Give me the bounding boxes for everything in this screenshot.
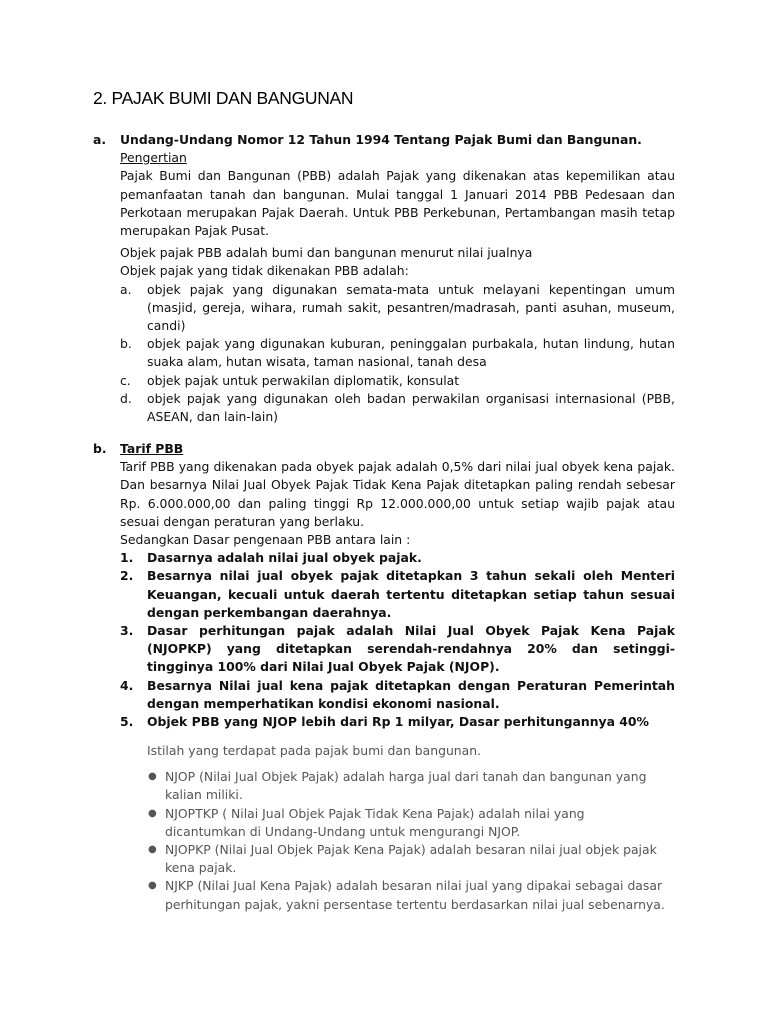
basis-list	[93, 549, 675, 731]
list-marker: a.	[120, 281, 132, 297]
list-marker: b.	[120, 336, 132, 352]
section-a-marker: a.	[93, 132, 107, 147]
list-item-text: Besarnya nilai jual obyek pajak ditetapkan 3 tahun sekali oleh Menteri Keuangan, kecuali untuk daerah tertentu ditetapkan setiap tahun sesuai dengan perkembangan daerahnya.	[147, 568, 675, 620]
list-item-text: objek pajak yang digunakan oleh badan perwakilan organisasi internasional (PBB, ASEAN, dan lain-lain)	[147, 390, 675, 425]
list-item-text: NJOP (Nilai Jual Objek Pajak) adalah harga jual dari tanah dan bangunan yang kalian miliki.	[165, 769, 647, 803]
list-item-text: Dasarnya adalah nilai jual obyek pajak.	[147, 550, 422, 566]
list-item-text: NJOPTKP ( Nilai Jual Objek Pajak Tidak Kena Pajak) adalah nilai yang dicantumkan di Undang-Undang untuk mengurangi NJOP.	[165, 805, 585, 839]
section-b-paragraph: Tarif PBB yang dikenakan pada obyek pajak adalah 0,5% dari nilai jual obyek kena pajak. Dan besarnya Nilai Jual Obyek Pajak Tidak Kena Pajak ditetapkan paling rendah sebesar Rp. 6.000.000,00 dan paling tinggi Rp 12.000.000,00 untuk setiap wajib pajak atau sesuai dengan peraturan yang berlaku.	[120, 459, 675, 529]
list-item	[93, 677, 675, 713]
list-item-text: objek pajak untuk perwakilan diplomatik, konsulat	[147, 372, 460, 388]
list-marker: 3.	[120, 623, 134, 639]
list-marker: 1.	[120, 550, 134, 566]
exempt-object-list	[120, 281, 675, 427]
list-item	[147, 841, 667, 877]
list-item	[93, 567, 675, 622]
list-marker: d.	[120, 390, 132, 406]
list-item	[120, 372, 675, 390]
terms-intro: Istilah yang terdapat pada pajak bumi dan bangunan.	[147, 743, 482, 758]
section-a-paragraph: Pajak Bumi dan Bangunan (PBB) adalah Pajak yang dikenakan atas kepemilikan atau pemanfaatan tanah dan bangunan. Mulai tanggal 1 Januari 2014 PBB Pedesaan dan Perkotaan merupakan Pajak Daerah. Untuk PBB Perkebunan, Pertambangan masih tetap merupakan Pajak Pusat.	[120, 168, 675, 239]
list-item	[93, 549, 675, 567]
page-title: 2. PAJAK BUMI DAN BANGUNAN	[93, 88, 354, 108]
bullet-icon: ●	[148, 880, 157, 892]
bullet-icon: ●	[148, 844, 157, 856]
list-item-text: objek pajak yang digunakan semata-mata untuk melayani kepentingan umum (masjid, gereja, wihara, rumah sakit, pesantren/madrasah, panti asuhan, museum, candi)	[147, 281, 675, 334]
list-marker: 2.	[120, 568, 134, 584]
terms-list	[147, 768, 667, 914]
list-item-text: Objek PBB yang NJOP lebih dari Rp 1 milyar, Dasar perhitungannya 40%	[147, 714, 649, 730]
list-item-text: Besarnya Nilai jual kena pajak ditetapkan dengan Peraturan Pemerintah dengan memperhatikan kondisi ekonomi nasional.	[147, 677, 675, 711]
list-item-text: Dasar perhitungan pajak adalah Nilai Jual Obyek Pajak Kena Pajak (NJOPKP) yang ditetapkan serendah-rendahnya 20% dan setinggi-tingginya 100% dari Nilai Jual Obyek Pajak (NJOP).	[147, 623, 675, 675]
section-a	[93, 131, 675, 426]
section-a-line2: Objek pajak yang tidak dikenakan PBB adalah:	[120, 263, 409, 279]
section-b-marker: b.	[93, 441, 107, 456]
list-item	[120, 390, 675, 426]
section-a-line1: Objek pajak PBB adalah bumi dan bangunan menurut nilai jualnya	[120, 245, 533, 261]
section-a-heading: Undang-Undang Nomor 12 Tahun 1994 Tentang Pajak Bumi dan Bangunan.	[120, 132, 642, 147]
list-item	[120, 281, 675, 336]
list-marker: c.	[120, 372, 131, 388]
list-item-text: objek pajak yang digunakan kuburan, peninggalan purbakala, hutan lindung, hutan suaka alam, hutan wisata, taman nasional, tanah desa	[147, 336, 675, 370]
section-b-line: Sedangkan Dasar pengenaan PBB antara lain :	[120, 532, 411, 548]
list-item	[147, 768, 667, 804]
list-item	[93, 713, 675, 731]
list-marker: 5.	[120, 714, 134, 730]
list-marker: 4.	[120, 677, 134, 693]
section-b	[93, 440, 675, 731]
list-item	[147, 877, 667, 913]
section-a-subheading: Pengertian	[120, 150, 187, 166]
list-item-text: NJOPKP (Nilai Jual Objek Pajak Kena Pajak) adalah besaran nilai jual objek pajak kena pajak.	[165, 842, 657, 876]
section-b-heading: Tarif PBB	[120, 441, 184, 456]
list-item	[93, 622, 675, 677]
terms-section	[147, 742, 667, 914]
bullet-icon: ●	[148, 807, 157, 819]
list-item-text: NJKP (Nilai Jual Kena Pajak) adalah besaran nilai jual yang dipakai sebagai dasar perhitungan pajak, yakni persentase tertentu berdasarkan nilai jual sebenarnya.	[165, 878, 665, 912]
list-item	[147, 805, 667, 841]
bullet-icon: ●	[148, 771, 157, 783]
list-item	[120, 335, 675, 371]
